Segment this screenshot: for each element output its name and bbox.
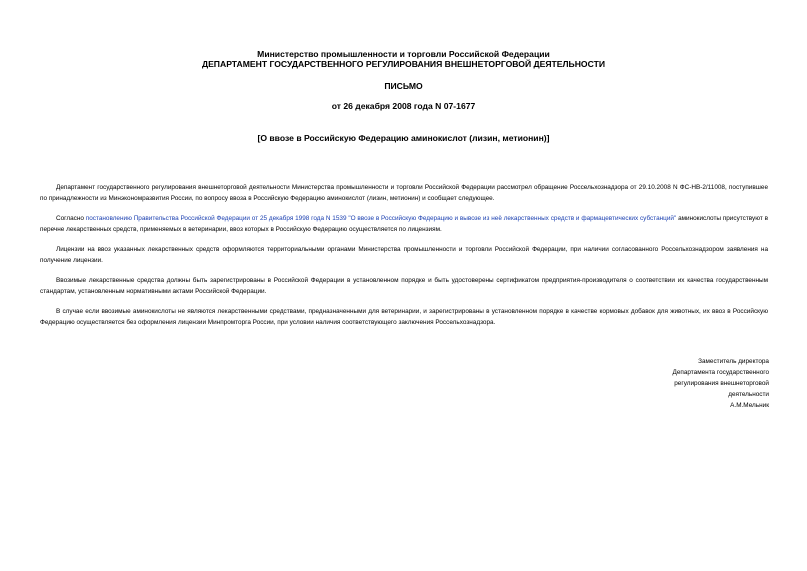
paragraph-2-prefix: Согласно xyxy=(56,215,86,222)
department-name: ДЕПАРТАМЕНТ ГОСУДАРСТВЕННОГО РЕГУЛИРОВАНИЯ ВНЕШНЕТОРГОВОЙ ДЕЯТЕЛЬНОСТИ xyxy=(201,59,606,69)
paragraph-4 xyxy=(40,276,768,297)
paragraph-1 xyxy=(40,183,768,204)
paragraph-5-text: В случае если ввозимые аминокислоты не являются лекарственными средствами, предназначенными для ветеринарии, и зарегистрированы в установленном порядке в качестве кормовых добавок для животных, их ввоз в Российскую Федерацию осуществляется без оформления лицензии Минпромторга России, при условии наличия соответствующего заключения Россельхознадзора. xyxy=(40,308,768,326)
paragraph-5 xyxy=(40,307,768,328)
signature-position-line-3: регулирования внешнеторговой xyxy=(674,380,769,387)
document-type: ПИСЬМО xyxy=(384,81,423,91)
paragraph-4-text: Ввозимые лекарственные средства должны быть зарегистрированы в Российской Федерации в установленном порядке и быть удостоверены сертификатом предприятия-производителя о соответствии их качества государственным стандартам, установленным нормативными актами Российской Федерации. xyxy=(40,277,768,295)
signature-block xyxy=(619,356,769,411)
ministry-name: Министерство промышленности и торговли Российской Федерации xyxy=(257,49,550,59)
paragraph-3-text: Лицензии на ввоз указанных лекарственных средств оформляются территориальными органами Министерства промышленности и торговли Российской Федерации, при наличии согласованного Россельхознадзором заявления на получение лицензии. xyxy=(40,246,768,264)
signature-position-line-4: деятельности xyxy=(728,391,769,398)
document-date-number: от 26 декабря 2008 года N 07-1677 xyxy=(331,101,476,111)
government-decree-link[interactable]: постановлению Правительства Российской Федерации от 25 декабря 1998 года N 1539 "О ввозе в Российскую Федерацию и вывозе из неё лекарственных средств и фармацевтических субстанций" xyxy=(85,215,677,222)
signatory-name: А.М.Мельник xyxy=(730,402,769,409)
document-subject: [О ввозе в Российскую Федерацию аминокислот (лизин, метионин)] xyxy=(257,133,550,143)
paragraph-2 xyxy=(40,214,768,235)
paragraph-1-text: Департамент государственного регулирования внешнеторговой деятельности Министерства промышленности и торговли Российской Федерации рассмотрел обращение Россельхознадзора от 29.10.2008 N ФС-НВ-2/11008, поступившее по принадлежности из Минэкономразвития России, по вопросу ввоза в Российскую Федерацию аминокислот (лизин, метионин) и сообщает следующее. xyxy=(40,184,768,202)
signature-position-line-1: Заместитель директора xyxy=(698,358,769,365)
paragraph-2-suffix: аминокислоты присутствуют в перечне лекарственных средств, применяемых в ветеринарии, ввоз которых в Российскую Федерацию осуществляется по лицензиям. xyxy=(40,215,768,233)
signature-position-line-2: Департамента государственного xyxy=(672,369,769,376)
paragraph-3 xyxy=(40,245,768,266)
